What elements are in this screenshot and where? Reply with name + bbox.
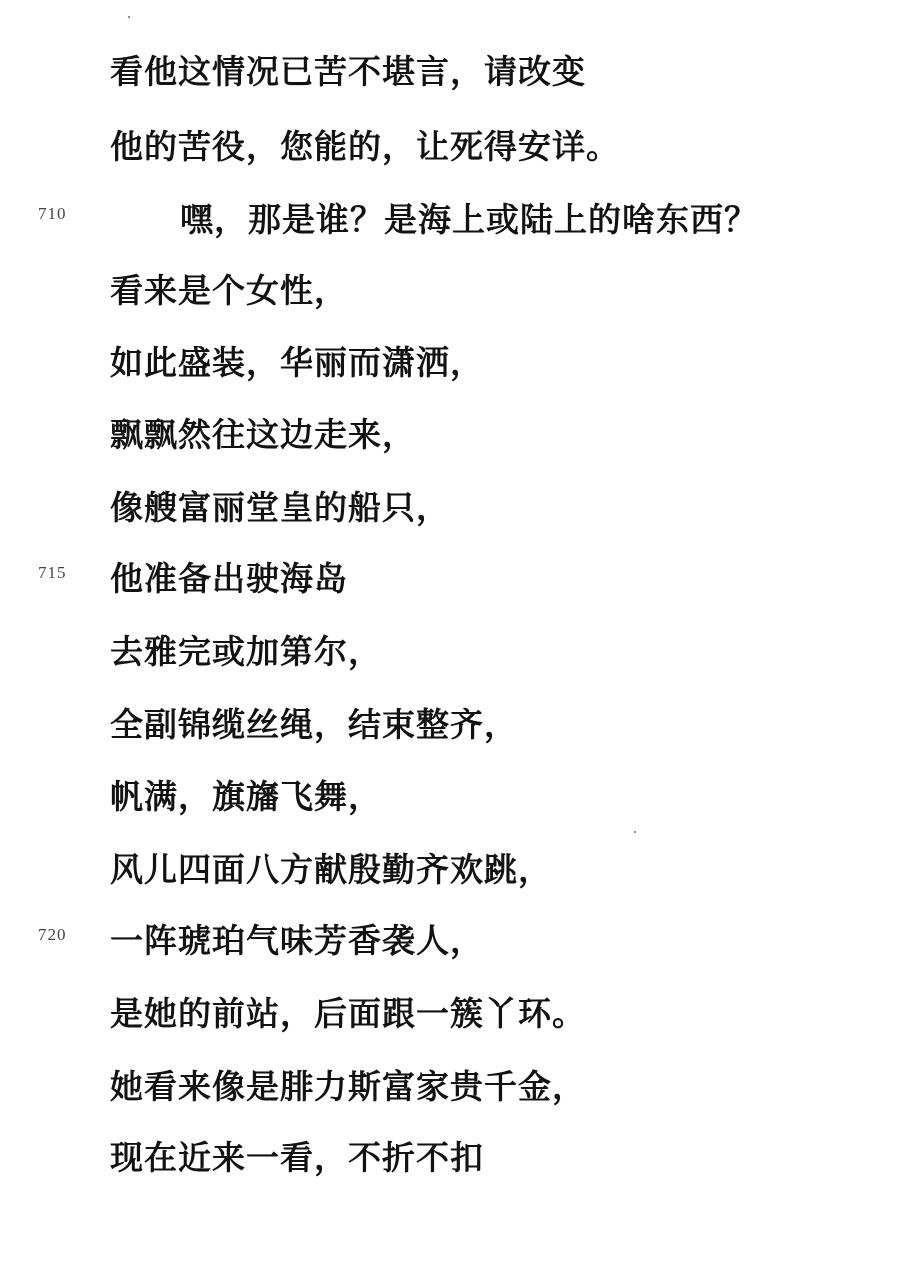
verse-line (0, 767, 900, 827)
verse-text: 帆满，旗旛飞舞， (110, 777, 382, 816)
verse-text: 看来是个女性， (110, 271, 348, 310)
verse-text: 现在近来一看，不折不扣 (110, 1138, 484, 1177)
verse-line (0, 261, 900, 321)
verse-text: 是她的前站，后面跟一簇丫环。 (110, 994, 586, 1033)
verse-text: 看他这情况已苦不堪言，请改变 (110, 52, 586, 91)
verse-text: 嘿，那是谁？是海上或陆上的啥东西？ (180, 200, 758, 239)
verse-text: 风儿四面八方献殷勤齐欢跳， (110, 850, 552, 889)
verse-line (0, 840, 900, 900)
verse-line (0, 911, 900, 971)
verse-line (0, 405, 900, 465)
scan-speck (128, 16, 130, 18)
line-number: 710 (38, 204, 67, 223)
verse-text: 一阵琥珀气味芳香袭人， (110, 921, 484, 960)
verse-text: 他准备出驶海岛 (110, 559, 348, 598)
verse-line (0, 42, 900, 102)
verse-line (0, 1128, 900, 1188)
line-number: 720 (38, 925, 67, 944)
scan-speck (634, 831, 636, 833)
line-number: 715 (38, 563, 67, 582)
verse-line (0, 695, 900, 755)
verse-line (0, 549, 900, 609)
verse-line (0, 190, 900, 250)
verse-line (0, 1057, 900, 1117)
verse-text: 去雅完或加第尔， (110, 632, 382, 671)
verse-text: 像艘富丽堂皇的船只， (110, 488, 450, 527)
verse-text: 全副锦缆丝绳，结束整齐， (110, 705, 518, 744)
verse-line (0, 117, 900, 177)
verse-line (0, 333, 900, 393)
verse-text: 他的苦役，您能的，让死得安详。 (110, 127, 620, 166)
verse-line (0, 984, 900, 1044)
verse-text: 她看来像是腓力斯富家贵千金， (110, 1067, 586, 1106)
verse-text: 飘飘然往这边走来， (110, 415, 416, 454)
verse-line (0, 478, 900, 538)
verse-text: 如此盛装，华丽而潇洒， (110, 343, 484, 382)
verse-line (0, 622, 900, 682)
